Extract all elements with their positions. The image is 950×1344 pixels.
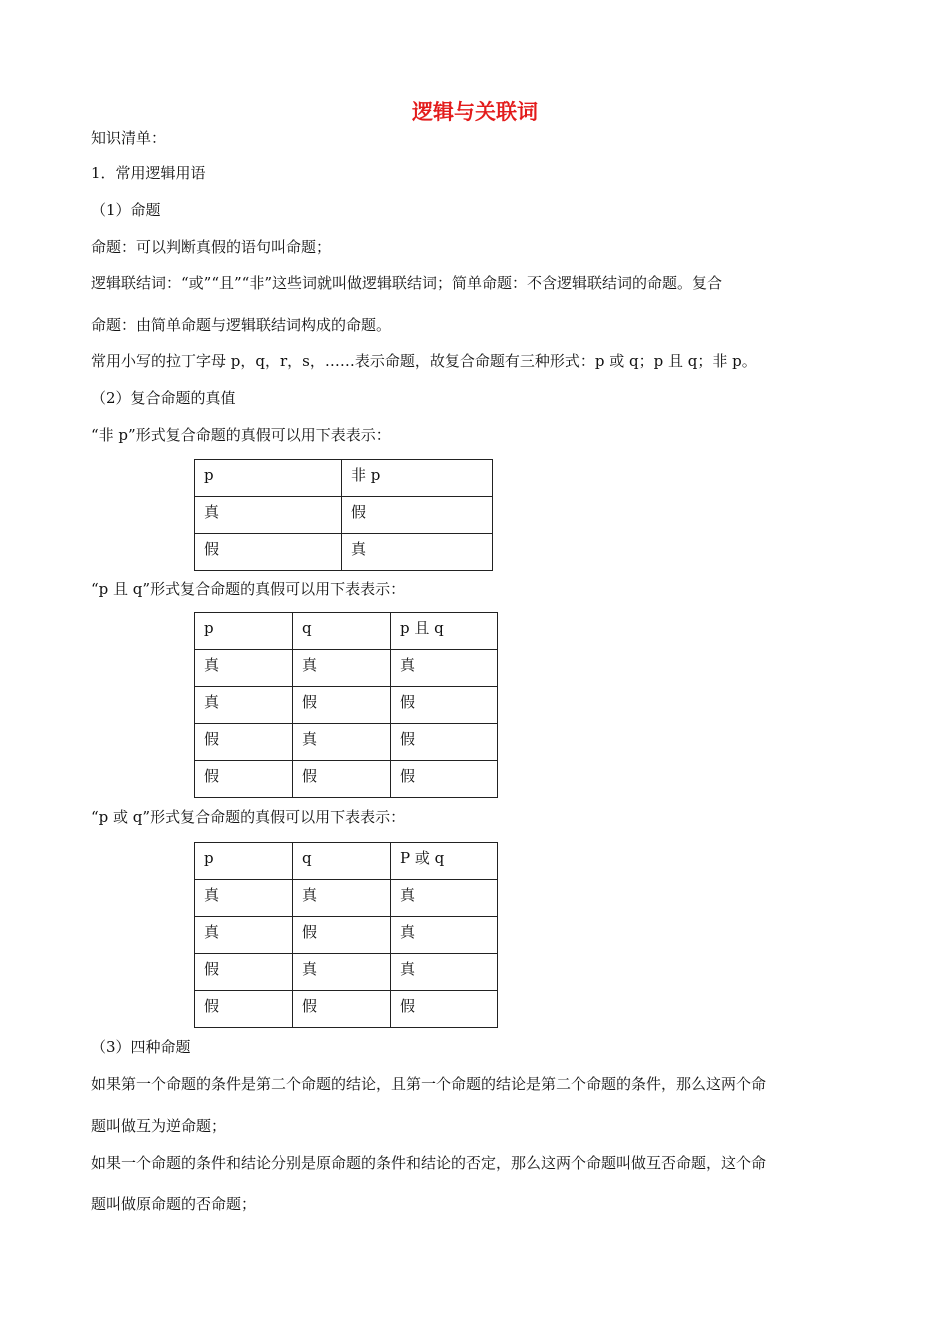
table-cell: 假 bbox=[293, 917, 391, 954]
table-cell: 假 bbox=[293, 991, 391, 1028]
table-row bbox=[195, 880, 498, 917]
table-cell: q bbox=[293, 843, 391, 880]
table-caption: “非 p”形式复合命题的真假可以用下表表示： bbox=[91, 426, 391, 444]
subsection-heading: （2）复合命题的真值 bbox=[91, 389, 236, 407]
table-cell: 假 bbox=[391, 991, 498, 1028]
table-cell: p bbox=[195, 613, 293, 650]
table-cell: 假 bbox=[293, 761, 391, 798]
paragraph: 如果第一个命题的条件是第二个命题的结论，且第一个命题的结论是第二个命题的条件，那么这两个命 bbox=[91, 1075, 767, 1093]
table-row bbox=[195, 954, 498, 991]
table-cell: 真 bbox=[195, 650, 293, 687]
table-caption: “p 或 q”形式复合命题的真假可以用下表表示： bbox=[91, 808, 406, 826]
table-cell: 真 bbox=[293, 954, 391, 991]
table-row bbox=[195, 650, 498, 687]
table-cell: 假 bbox=[195, 954, 293, 991]
table-cell: 真 bbox=[293, 880, 391, 917]
table-cell: 真 bbox=[195, 687, 293, 724]
subsection-heading: （1）命题 bbox=[91, 201, 161, 219]
table-cell: 真 bbox=[195, 497, 342, 534]
subsection-heading: 1．常用逻辑用语 bbox=[91, 164, 206, 182]
table-cell: 真 bbox=[195, 917, 293, 954]
table-cell: p bbox=[195, 460, 342, 497]
paragraph: 常用小写的拉丁字母 p，q，r，s，……表示命题，故复合命题有三种形式：p 或 q；p 且 q；非 p。 bbox=[91, 352, 757, 370]
table-cell: 真 bbox=[391, 917, 498, 954]
section-heading: 知识清单： bbox=[91, 129, 167, 147]
table-cell: p 且 q bbox=[391, 613, 498, 650]
table-row bbox=[195, 917, 498, 954]
table-cell: p bbox=[195, 843, 293, 880]
paragraph: 逻辑联结词：“或”“且”“非”这些词就叫做逻辑联结词；简单命题：不含逻辑联结词的命题。复合 bbox=[91, 274, 723, 292]
table-row bbox=[195, 460, 493, 497]
table-row bbox=[195, 843, 498, 880]
table-caption: “p 且 q”形式复合命题的真假可以用下表表示： bbox=[91, 580, 406, 598]
table-cell: 真 bbox=[391, 954, 498, 991]
table-cell: 真 bbox=[293, 724, 391, 761]
table-cell: 真 bbox=[293, 650, 391, 687]
truth-table-or bbox=[194, 842, 498, 1028]
truth-table-and bbox=[194, 612, 498, 798]
paragraph: 如果一个命题的条件和结论分别是原命题的条件和结论的否定，那么这两个命题叫做互否命题，这个命 bbox=[91, 1154, 767, 1172]
page-title: 逻辑与关联词 bbox=[412, 99, 538, 124]
table-cell: 假 bbox=[195, 724, 293, 761]
table-cell: 假 bbox=[391, 724, 498, 761]
table-cell: 真 bbox=[391, 650, 498, 687]
table-cell: 假 bbox=[195, 991, 293, 1028]
table-row bbox=[195, 497, 493, 534]
paragraph: 题叫做互为逆命题； bbox=[91, 1117, 227, 1135]
table-row bbox=[195, 613, 498, 650]
table-row bbox=[195, 724, 498, 761]
table-cell: 假 bbox=[391, 761, 498, 798]
table-cell: 真 bbox=[342, 534, 493, 571]
table-cell: 假 bbox=[195, 761, 293, 798]
subsection-heading: （3）四种命题 bbox=[91, 1038, 191, 1056]
paragraph: 题叫做原命题的否命题； bbox=[91, 1195, 257, 1213]
table-cell: 假 bbox=[195, 534, 342, 571]
table-cell: 假 bbox=[293, 687, 391, 724]
table-row bbox=[195, 761, 498, 798]
table-cell: 假 bbox=[391, 687, 498, 724]
paragraph: 命题：由简单命题与逻辑联结词构成的命题。 bbox=[91, 316, 392, 334]
table-cell: 非 p bbox=[342, 460, 493, 497]
table-cell: 假 bbox=[342, 497, 493, 534]
table-cell: P 或 q bbox=[391, 843, 498, 880]
table-cell: 真 bbox=[195, 880, 293, 917]
table-row bbox=[195, 534, 493, 571]
truth-table-not bbox=[194, 459, 493, 571]
paragraph: 命题：可以判断真假的语句叫命题； bbox=[91, 238, 332, 256]
table-cell: 真 bbox=[391, 880, 498, 917]
table-row bbox=[195, 687, 498, 724]
table-cell: q bbox=[293, 613, 391, 650]
table-row bbox=[195, 991, 498, 1028]
